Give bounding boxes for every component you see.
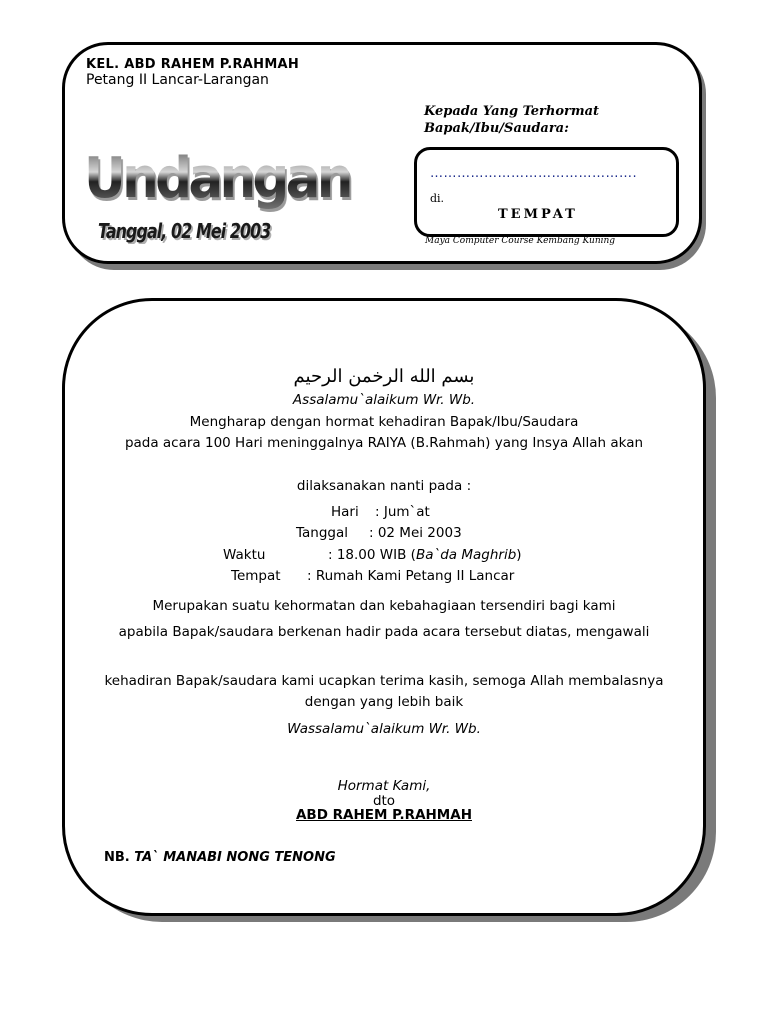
time-value-italic: Ba`da Maghrib [415, 547, 517, 563]
basmalah: بسم الله الرخمن الرحيم [293, 366, 475, 387]
time-label: Waktu [223, 547, 266, 563]
date-value: : 02 Mei 2003 [369, 525, 462, 541]
paragraph-event: pada acara 100 Hari meninggalnya RAIYA (B.Rahmah) yang Insya Allah akan [124, 435, 644, 451]
day-label: Hari [331, 504, 359, 520]
closing-dto: dto [372, 793, 396, 809]
closing-hormat: Hormat Kami, [337, 778, 431, 794]
nb-note [104, 850, 336, 865]
signer-name: ABD RAHEM P.RAHMAH [295, 807, 472, 823]
recipient-greeting-sub: Bapak/Ibu/Saudara: [424, 121, 569, 136]
address-box [414, 147, 679, 237]
day-value: : Jum`at [375, 504, 430, 520]
nb-label: NB. [104, 850, 130, 865]
time-value [328, 547, 522, 563]
time-value-suffix: ) [516, 547, 522, 563]
recipient-di: di. [430, 192, 445, 205]
time-value-prefix: : 18.00 WIB ( [328, 547, 416, 563]
place-value: : Rumah Kami Petang II Lancar [307, 568, 515, 584]
paragraph-invitation: Mengharap dengan hormat kehadiran Bapak/Ibu/Saudara [189, 414, 579, 430]
opening-salam: Assalamu`alaikum Wr. Wb. [292, 392, 476, 408]
paragraph-honor: Merupakan suatu kehormatan dan kebahagiaan tersendiri bagi kami [152, 598, 616, 614]
paragraph-schedule-intro: dilaksanakan nanti pada : [296, 478, 472, 494]
place-label: Tempat [231, 568, 281, 584]
date-logo: Tanggal, 02 Mei 2003 [98, 219, 271, 243]
recipient-place: TEMPAT [498, 207, 578, 222]
paragraph-thanks: kehadiran Bapak/saudara kami ucapkan terima kasih, semoga Allah membalasnya dengan yang lebih baik [104, 673, 664, 710]
undangan-logo: Undangan [84, 146, 350, 211]
date-label: Tanggal [296, 525, 349, 541]
family-address: Petang II Lancar-Larangan [86, 72, 269, 88]
recipient-greeting: Kepada Yang Terhormat [424, 104, 600, 119]
credit-text: Maya Computer Course Kembang Kuning [425, 236, 616, 246]
closing-salam: Wassalamu`alaikum Wr. Wb. [287, 721, 481, 737]
recipient-name-line: ………………………………………. [430, 166, 638, 181]
nb-text: TA` MANABI NONG TENONG [134, 850, 336, 865]
paragraph-attendance: apabila Bapak/saudara berkenan hadir pada acara tersebut diatas, mengawali [118, 624, 650, 640]
family-name: KEL. ABD RAHEM P.RAHMAH [86, 57, 300, 72]
